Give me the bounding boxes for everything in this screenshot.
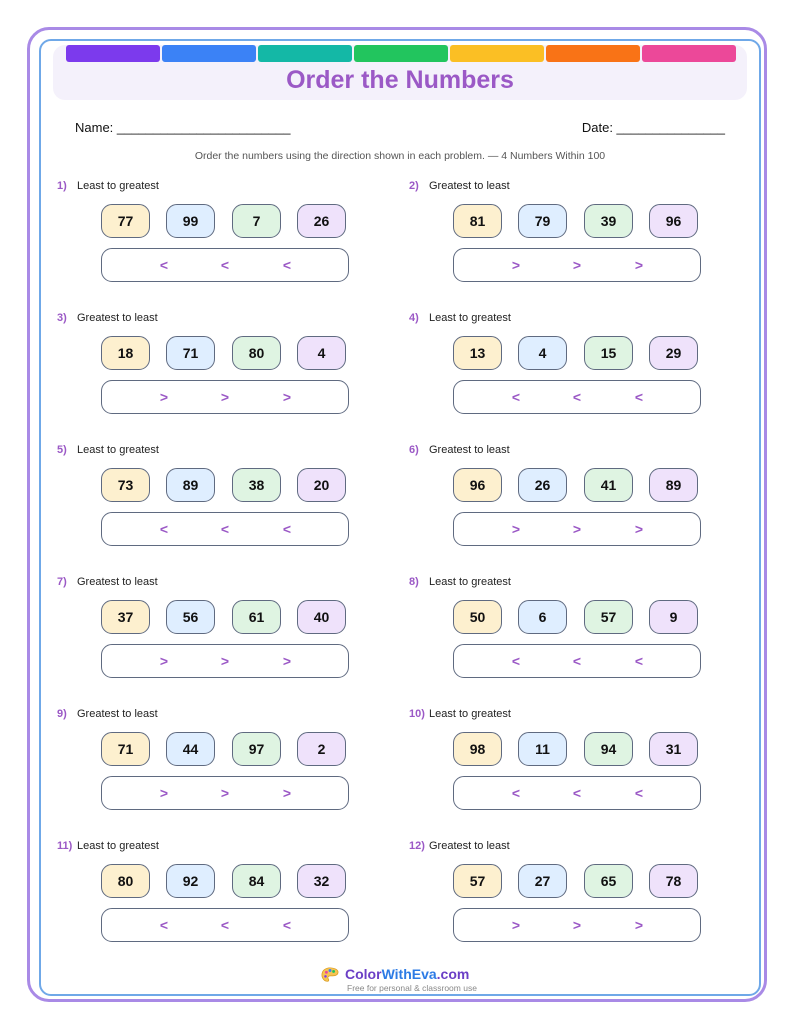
number-box: 32 xyxy=(297,864,346,898)
comparison-symbol: > xyxy=(634,521,644,537)
problem-card xyxy=(409,840,729,960)
color-stripe xyxy=(354,45,448,62)
number-box: 98 xyxy=(453,732,502,766)
comparison-symbol: < xyxy=(159,257,169,273)
instructions: Order the numbers using the direction shown in each problem. — 4 Numbers Within 100 xyxy=(194,150,606,162)
problem-card xyxy=(57,312,377,432)
problem-direction: Least to greatest xyxy=(77,444,159,456)
problem-number: 5) xyxy=(57,444,67,456)
number-box: 81 xyxy=(453,204,502,238)
problem-direction: Greatest to least xyxy=(77,708,158,720)
comparison-symbol: > xyxy=(159,653,169,669)
number-box: 73 xyxy=(101,468,150,502)
problem-direction: Greatest to least xyxy=(429,180,510,192)
number-box: 18 xyxy=(101,336,150,370)
answer-box[interactable] xyxy=(453,644,701,678)
answer-box[interactable] xyxy=(101,512,349,546)
comparison-symbol: < xyxy=(220,917,230,933)
number-row xyxy=(453,468,701,506)
problem-card xyxy=(57,576,377,696)
comparison-symbol: > xyxy=(282,653,292,669)
problem-card xyxy=(409,312,729,432)
number-row xyxy=(101,600,349,638)
problem-card xyxy=(57,840,377,960)
number-box: 26 xyxy=(518,468,567,502)
problem-number: 11) xyxy=(57,840,73,852)
number-row xyxy=(453,204,701,242)
number-box: 80 xyxy=(101,864,150,898)
answer-box[interactable] xyxy=(101,644,349,678)
number-box: 65 xyxy=(584,864,633,898)
number-box: 57 xyxy=(584,600,633,634)
comparison-symbol: < xyxy=(572,785,582,801)
problem-number: 12) xyxy=(409,840,425,852)
answer-box[interactable] xyxy=(101,908,349,942)
number-box: 20 xyxy=(297,468,346,502)
number-box: 89 xyxy=(649,468,698,502)
comparison-symbol: < xyxy=(511,389,521,405)
color-stripe xyxy=(546,45,640,62)
number-box: 71 xyxy=(101,732,150,766)
number-box: 99 xyxy=(166,204,215,238)
comparison-symbol: > xyxy=(572,917,582,933)
problem-direction: Greatest to least xyxy=(77,312,158,324)
number-box: 78 xyxy=(649,864,698,898)
problem-direction: Least to greatest xyxy=(429,312,511,324)
comparison-symbol: > xyxy=(511,257,521,273)
footer-logo xyxy=(321,966,521,996)
comparison-symbol: < xyxy=(282,257,292,273)
problem-card xyxy=(409,576,729,696)
number-box: 4 xyxy=(297,336,346,370)
comparison-symbol: < xyxy=(282,917,292,933)
comparison-symbol: > xyxy=(282,785,292,801)
problem-card xyxy=(57,180,377,300)
comparison-symbol: < xyxy=(159,521,169,537)
comparison-symbol: > xyxy=(511,917,521,933)
number-row xyxy=(101,732,349,770)
number-box: 6 xyxy=(518,600,567,634)
color-stripe xyxy=(258,45,352,62)
number-box: 2 xyxy=(297,732,346,766)
problem-card xyxy=(57,708,377,828)
comparison-symbol: < xyxy=(220,521,230,537)
number-box: 4 xyxy=(518,336,567,370)
number-box: 40 xyxy=(297,600,346,634)
comparison-symbol: < xyxy=(511,785,521,801)
comparison-symbol: > xyxy=(634,257,644,273)
comparison-symbol: > xyxy=(220,653,230,669)
number-box: 80 xyxy=(232,336,281,370)
comparison-symbol: < xyxy=(159,917,169,933)
number-box: 57 xyxy=(453,864,502,898)
problem-number: 9) xyxy=(57,708,67,720)
number-row xyxy=(101,204,349,242)
answer-box[interactable] xyxy=(101,248,349,282)
name-field: Name: ________________________ xyxy=(75,120,291,135)
number-box: 41 xyxy=(584,468,633,502)
problem-number: 8) xyxy=(409,576,419,588)
number-row xyxy=(101,336,349,374)
answer-box[interactable] xyxy=(453,776,701,810)
number-box: 92 xyxy=(166,864,215,898)
number-box: 7 xyxy=(232,204,281,238)
number-box: 77 xyxy=(101,204,150,238)
palette-icon xyxy=(321,966,339,984)
color-stripe xyxy=(66,45,160,62)
number-row xyxy=(453,336,701,374)
answer-box[interactable] xyxy=(453,512,701,546)
number-box: 94 xyxy=(584,732,633,766)
number-box: 97 xyxy=(232,732,281,766)
number-box: 11 xyxy=(518,732,567,766)
problem-direction: Least to greatest xyxy=(429,708,511,720)
number-box: 84 xyxy=(232,864,281,898)
number-row xyxy=(453,864,701,902)
comparison-symbol: < xyxy=(282,521,292,537)
comparison-symbol: > xyxy=(282,389,292,405)
number-box: 89 xyxy=(166,468,215,502)
number-box: 96 xyxy=(453,468,502,502)
number-box: 39 xyxy=(584,204,633,238)
number-box: 9 xyxy=(649,600,698,634)
comparison-symbol: < xyxy=(572,653,582,669)
color-stripe xyxy=(450,45,544,62)
answer-box[interactable] xyxy=(101,776,349,810)
comparison-symbol: > xyxy=(220,785,230,801)
number-box: 38 xyxy=(232,468,281,502)
problem-number: 2) xyxy=(409,180,419,192)
comparison-symbol: > xyxy=(159,389,169,405)
comparison-symbol: > xyxy=(572,521,582,537)
number-box: 15 xyxy=(584,336,633,370)
comparison-symbol: < xyxy=(572,389,582,405)
comparison-symbol: > xyxy=(634,917,644,933)
number-box: 56 xyxy=(166,600,215,634)
number-box: 71 xyxy=(166,336,215,370)
number-box: 37 xyxy=(101,600,150,634)
number-row xyxy=(453,600,701,638)
number-box: 79 xyxy=(518,204,567,238)
problem-number: 1) xyxy=(57,180,67,192)
comparison-symbol: > xyxy=(511,521,521,537)
number-box: 29 xyxy=(649,336,698,370)
comparison-symbol: < xyxy=(634,389,644,405)
number-box: 96 xyxy=(649,204,698,238)
number-box: 31 xyxy=(649,732,698,766)
color-stripe xyxy=(162,45,256,62)
problem-number: 4) xyxy=(409,312,419,324)
answer-box[interactable] xyxy=(101,380,349,414)
comparison-symbol: < xyxy=(634,653,644,669)
color-stripe-bar xyxy=(66,45,736,62)
comparison-symbol: > xyxy=(220,389,230,405)
problem-card xyxy=(409,180,729,300)
number-row xyxy=(453,732,701,770)
number-box: 26 xyxy=(297,204,346,238)
problem-direction: Greatest to least xyxy=(77,576,158,588)
answer-box[interactable] xyxy=(453,380,701,414)
page-title: Order the Numbers xyxy=(286,66,514,94)
problem-card xyxy=(409,708,729,828)
color-stripe xyxy=(642,45,736,62)
problem-number: 10) xyxy=(409,708,425,720)
number-row xyxy=(101,864,349,902)
date-field: Date: _______________ xyxy=(581,120,725,135)
comparison-symbol: < xyxy=(634,785,644,801)
problem-number: 6) xyxy=(409,444,419,456)
tagline: Free for personal & classroom use xyxy=(347,983,477,993)
number-row xyxy=(101,468,349,506)
problem-direction: Greatest to least xyxy=(429,840,510,852)
problem-direction: Least to greatest xyxy=(429,576,511,588)
comparison-symbol: < xyxy=(511,653,521,669)
number-box: 61 xyxy=(232,600,281,634)
number-box: 50 xyxy=(453,600,502,634)
number-box: 27 xyxy=(518,864,567,898)
number-box: 44 xyxy=(166,732,215,766)
comparison-symbol: > xyxy=(572,257,582,273)
number-box: 13 xyxy=(453,336,502,370)
comparison-symbol: > xyxy=(159,785,169,801)
problem-card xyxy=(57,444,377,564)
problem-number: 7) xyxy=(57,576,67,588)
problem-direction: Least to greatest xyxy=(77,840,159,852)
comparison-symbol: < xyxy=(220,257,230,273)
answer-box[interactable] xyxy=(453,248,701,282)
answer-box[interactable] xyxy=(453,908,701,942)
problem-card xyxy=(409,444,729,564)
problem-direction: Greatest to least xyxy=(429,444,510,456)
problem-number: 3) xyxy=(57,312,67,324)
brand-name: ColorWithEva.com xyxy=(345,966,470,982)
problem-direction: Least to greatest xyxy=(77,180,159,192)
